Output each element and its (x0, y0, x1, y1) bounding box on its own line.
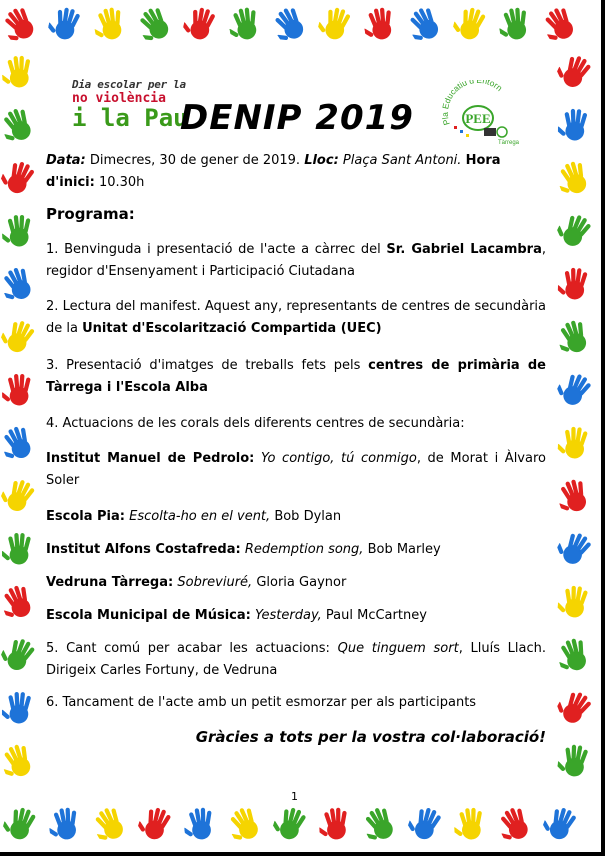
handprint-icon (131, 0, 180, 50)
handprint-icon (551, 684, 599, 734)
pee-logo-letters: PEE (465, 111, 491, 126)
handprint-icon (2, 372, 37, 411)
handprint-icon (91, 3, 132, 47)
performance-2 (46, 506, 546, 528)
handprint-icon (222, 800, 270, 850)
handprint-icon (0, 579, 42, 627)
handprint-icon (552, 49, 599, 98)
handprint-icon (551, 366, 599, 415)
page-edge-bottom (0, 852, 605, 856)
thanks-message: Gràcies a tots per la vostra col·laboració! (195, 728, 546, 746)
performance-1-artist: , de Morat i Àlvaro Soler (46, 451, 546, 488)
handprint-icon (2, 531, 36, 569)
handprint-icon (539, 801, 584, 848)
item-3 (46, 355, 546, 399)
performance-5-artist: Paul McCartney (325, 608, 427, 623)
item-5-song: Que tinguem sort (337, 641, 459, 656)
item-1-bold: Sr. Gabriel Lacambra (386, 242, 542, 257)
handprint-icon (180, 3, 222, 48)
performance-3-school: Institut Alfons Costafreda: (46, 542, 241, 557)
performance-3-song: Redemption song, (244, 542, 364, 557)
date-label: Data: (46, 153, 86, 168)
handprint-icon (404, 802, 449, 849)
performance-2-artist: Bob Dylan (274, 509, 342, 524)
item-4: 4. Actuacions de les corals dels diferents centres de secundària: (46, 416, 465, 431)
performance-1-song: Yo contigo, tú conmigo (260, 451, 417, 466)
item-2-bold: Unitat d'Escolarització Compartida (UEC) (82, 321, 382, 336)
time-label: Hora d'inici: (46, 153, 501, 190)
performance-4-artist: Gloria Gaynor (256, 575, 347, 590)
performance-4-school: Vedruna Tàrrega: (46, 575, 174, 590)
handprint-icon (0, 0, 46, 50)
performance-5 (46, 605, 546, 627)
performance-3-artist: Bob Marley (367, 542, 441, 557)
performance-1-school: Institut Manuel de Pedrolo: (46, 451, 255, 466)
place-value: Plaça Sant Antoni. (342, 153, 462, 168)
handprint-icon (0, 802, 43, 848)
item-1 (46, 239, 546, 283)
performance-5-school: Escola Municipal de Música: (46, 608, 251, 623)
logo-line-3: i la Pau (72, 104, 188, 132)
handprint-icon (361, 4, 401, 47)
handprint-icon (450, 2, 493, 48)
performance-4-song: Sobreviuré, (177, 575, 253, 590)
pee-logo-city: Tàrrega (498, 140, 520, 146)
item-3-text: 3. Presentació d'imatges de treballs fets pels (46, 358, 361, 373)
handprint-icon (556, 583, 593, 624)
page-number: 1 (291, 790, 298, 803)
handprint-icon (317, 805, 354, 846)
pee-logo-arc-text: Pla Educatiu d' ntorn (440, 80, 505, 127)
programa-heading: Programa: (46, 205, 135, 223)
handprint-icon (2, 690, 37, 729)
handprint-icon (47, 804, 85, 846)
handprint-icon (45, 3, 86, 47)
handprint-icon (402, 0, 451, 50)
handprint-icon (551, 207, 598, 256)
logo-line-2: no violència (72, 91, 166, 106)
performance-3 (46, 539, 546, 561)
date-value: Dimecres, 30 de gener de 2019. (89, 153, 301, 168)
handprint-icon (0, 314, 42, 362)
time-value: 10.30h (98, 175, 145, 190)
handprint-icon (0, 101, 43, 150)
item-5 (46, 638, 546, 682)
handprint-icon (557, 106, 592, 145)
handprint-icon (269, 802, 313, 849)
item-5-text: 5. Cant comú per acabar les actuacions: (46, 641, 330, 656)
handprint-icon (266, 0, 315, 50)
performance-2-school: Escola Pia: (46, 509, 125, 524)
denip-logo (72, 78, 188, 148)
handprint-icon (0, 420, 42, 469)
handprint-icon (357, 800, 405, 850)
pee-logo (440, 80, 522, 150)
handprint-icon (1, 53, 37, 93)
handprint-icon (0, 632, 42, 681)
handprint-icon (492, 800, 540, 849)
handprint-icon (315, 2, 357, 47)
handprint-icon (551, 525, 599, 575)
page-title: DENIP 2019 (180, 98, 414, 138)
handprint-icon (556, 741, 594, 782)
handprint-icon (553, 314, 598, 361)
handprint-icon (453, 805, 490, 845)
handprint-icon (553, 474, 598, 521)
handprint-icon (553, 633, 597, 680)
item-2-text: 2. Lectura del manifest. Aquest any, representants de centres de secundària de la (46, 299, 546, 336)
performance-4 (46, 572, 546, 594)
handprint-icon (557, 265, 593, 305)
handprint-icon (87, 800, 135, 850)
handprint-icon (0, 155, 42, 203)
handprint-icon (226, 3, 266, 46)
handprint-icon (0, 738, 42, 786)
handprint-icon (552, 155, 597, 203)
item-1-text: 1. Benvinguda i presentació de l'acte a càrrec del (46, 242, 381, 257)
performance-2-song: Escolta-ho en el vent, (129, 509, 271, 524)
item-6: 6. Tancament de l'acte amb un petit esmorzar per als participants (46, 695, 477, 710)
handprint-icon (537, 0, 586, 50)
event-info (46, 150, 546, 194)
handprint-icon (182, 804, 220, 845)
logo-line-1: Dia escolar per la (72, 78, 186, 91)
handprint-icon (134, 802, 178, 848)
performance-1 (46, 448, 546, 492)
handprint-icon (0, 473, 42, 521)
page-edge-right (601, 0, 605, 856)
item-2 (46, 296, 546, 340)
item-3-bold: centres de primària de Tàrrega i l'Escola Alba (46, 358, 546, 395)
place-label: Lloc: (304, 153, 339, 168)
item-5-post: , Lluís Llach. Dirigeix Carles Fortuny, de Vedruna (46, 641, 546, 678)
handprint-icon (497, 4, 536, 46)
handprint-icon (557, 424, 594, 464)
performance-5-song: Yesterday, (255, 608, 322, 623)
handprint-icon (1, 212, 36, 251)
item-1-post: , regidor d'Ensenyament i Participació Ciutadana (46, 242, 546, 279)
handprint-icon (0, 261, 42, 310)
